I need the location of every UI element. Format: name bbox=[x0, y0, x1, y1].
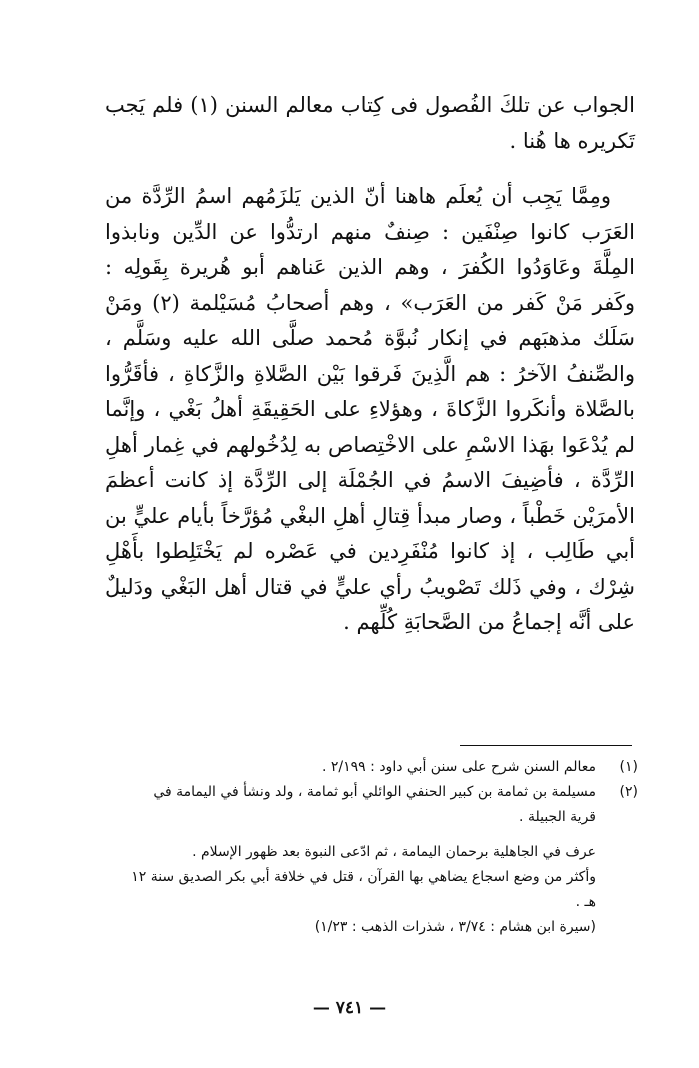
paragraph-1: الجواب عن تلكَ الفُصول فى كِتاب معالم السنن (١) فلم يَجب تَكريره ها هُنا . bbox=[105, 93, 635, 153]
footnote-1 bbox=[130, 755, 638, 780]
footnote-2 bbox=[130, 780, 638, 830]
page-number: — ٧٤١ — bbox=[312, 998, 387, 1018]
footnote-2-sources: (سيرة ابن هشام : ٣/٧٤ ، شذرات الذهب : ١/٢٣) bbox=[314, 919, 596, 935]
footnote-2-line-2: عرف في الجاهلية برحمان اليمامة ، ثم ادّعى النبوة بعد ظهور الإسلام . bbox=[192, 844, 596, 860]
footnote-2-text: مسيلمة بن ثمامة بن كبير الحنفي الوائلي أبو ثمامة ، ولد ونشأ في اليمامة في قرية الجبيلة . bbox=[153, 784, 596, 825]
footnotes bbox=[130, 755, 638, 940]
paragraph-2: ومِمَّا يَجِب أن يُعلَم هاهنا أنّ الذين يَلزَمُهم اسمُ الرِّدَّة من العَرَب كانوا صِنْفَين : صِنفٌ منهم ارتدُّوا عن الدِّين ونابذوا المِلَّةَ وعَاوَدُوا الكُفرَ ، وهم الذين عَناهم أبو هُريرة بِقَولِه : وكَفر مَنْ كَفر من العَرَب» ، وهم أصحابُ مُسَيْلمة (٢) ومَنْ سَلَك مذهبَهم في إنكار نُبوَّة مُحمد صلَّى الله عليه وسَلَّم ، والصِّنفُ الآخرُ : هم الَّذِينَ فَرقوا بَيْن الصَّلاةِ والزَّكاةِ ، فأقَرُّوا بالصَّلاة وأنكَروا الزَّكاةَ ، وهؤلاءِ على الحَقِيقَةِ أهلُ بَغْي ، وإنَّما لم يُدْعَوا بهَذا الاسْمِ على الاخْتِصاص به لِدُخُولهم في غِمار أهلِ الرِّدَّة ، فأضِيفَ الاسمُ في الجُمْلَة إلى الرِّدَّة إذ كانت أعظمَ الأمرَيْن خَطْباً ، وصار مبدأ قِتالِ أهلِ البغْي مُؤرَّخاً بأيام عليٍّ بن أبي طَالِب ، إذ كانوا مُنْفَرِدين في عَصْره لم يَخْتَلِطوا بأَهْلِ شِرْك ، وفي ذَلك تَصْويبُ رأي عليٍّ في قتال أهل البَغْي ودَليلٌ على أنَّه إجماعُ من الصَّحابَةِ كُلِّهم . bbox=[105, 184, 635, 634]
footnote-1-text: معالم السنن شرح على سنن أبي داود : ٢/١٩٩ . bbox=[322, 759, 596, 775]
footnote-separator bbox=[460, 745, 632, 746]
footnote-2-number: (٢) bbox=[619, 784, 638, 800]
main-text bbox=[105, 88, 635, 641]
footnote-2-line-3: وأكثر من وضع اسجاع يضاهي بها القرآن ، قتل في خلافة أبي بكر الصديق سنة ١٢ هـ . bbox=[131, 869, 596, 910]
footnote-1-number: (١) bbox=[619, 759, 638, 775]
